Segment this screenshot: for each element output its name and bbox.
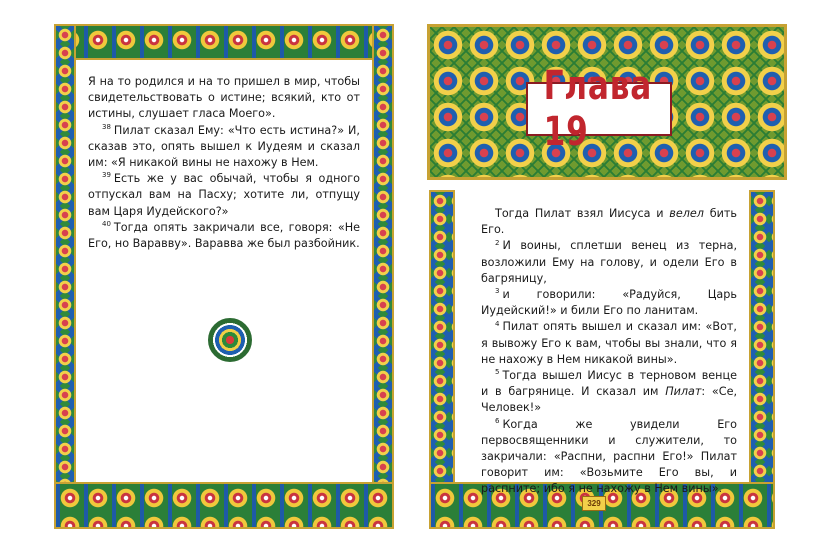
right-left-column-ornament (429, 190, 455, 529)
ornament-medallion-icon (208, 318, 252, 362)
right-page (427, 24, 787, 529)
left-bottom-ornament (54, 482, 394, 529)
right-text-column (481, 206, 737, 498)
paragraph: $^3$ и говорили: «Радуйся, Царь Иудейский!» и били Его по ланитам. (481, 287, 737, 318)
paragraph: Тогда Пилат взял Иисуса и велел бить Его. (481, 207, 737, 237)
left-text-column (88, 74, 360, 252)
left-top-ornament (54, 24, 394, 60)
left-text-area (76, 60, 372, 482)
page-number: 329 (582, 496, 606, 511)
paragraph: $^{40}$ Тогда опять закричали все, говоря: «Не Его, но Варавву». Варавва же был разбойник. (88, 220, 360, 251)
paragraph: $^{39}$ Есть же у вас обычай, чтобы я одного отпускал вам на Пасху; хотите ли, отпущу вам Царя Иудейского?» (88, 171, 360, 218)
left-right-ornament (372, 24, 394, 529)
chapter-title: Глава 19 (543, 63, 653, 155)
right-text-area (455, 200, 749, 496)
paragraph: $^6$ Когда же увидели Его первосвященники и служители, то закричали: «Распни, распни Его!» Пилат говорит им: «Возьмите Его вы, и распните; ибо я не нахожу в Нем вины». (481, 416, 737, 496)
paragraph: Я на то родился и на то пришел в мир, чтобы свидетельствовать о истине; всякий, кто от истины, слушает гласа Моего». (88, 75, 360, 121)
paragraph: $^5$ Тогда вышел Иисус в терновом венце и в багрянице. И сказал им Пилат: «Се, Человек!» (481, 368, 738, 415)
paragraph: $^4$ Пилат опять вышел и сказал им: «Вот, я вывожу Его к вам, чтобы вы знали, что я не нахожу в Нем никакой вины». (481, 319, 737, 366)
right-right-column-ornament (749, 190, 775, 529)
paragraph: $^2$ И воины, сплетши венец из терна, возложили Ему на голову, и одели Его в багряницу, (481, 238, 737, 285)
left-page (54, 24, 394, 529)
left-left-ornament (54, 24, 76, 529)
chapter-title-box (526, 63, 672, 155)
paragraph: $^{38}$ Пилат сказал Ему: «Что есть истина?» И, сказав это, опять вышел к Иудеям и сказал им: «Я никакой вины не нахожу в Нем. (88, 122, 360, 170)
